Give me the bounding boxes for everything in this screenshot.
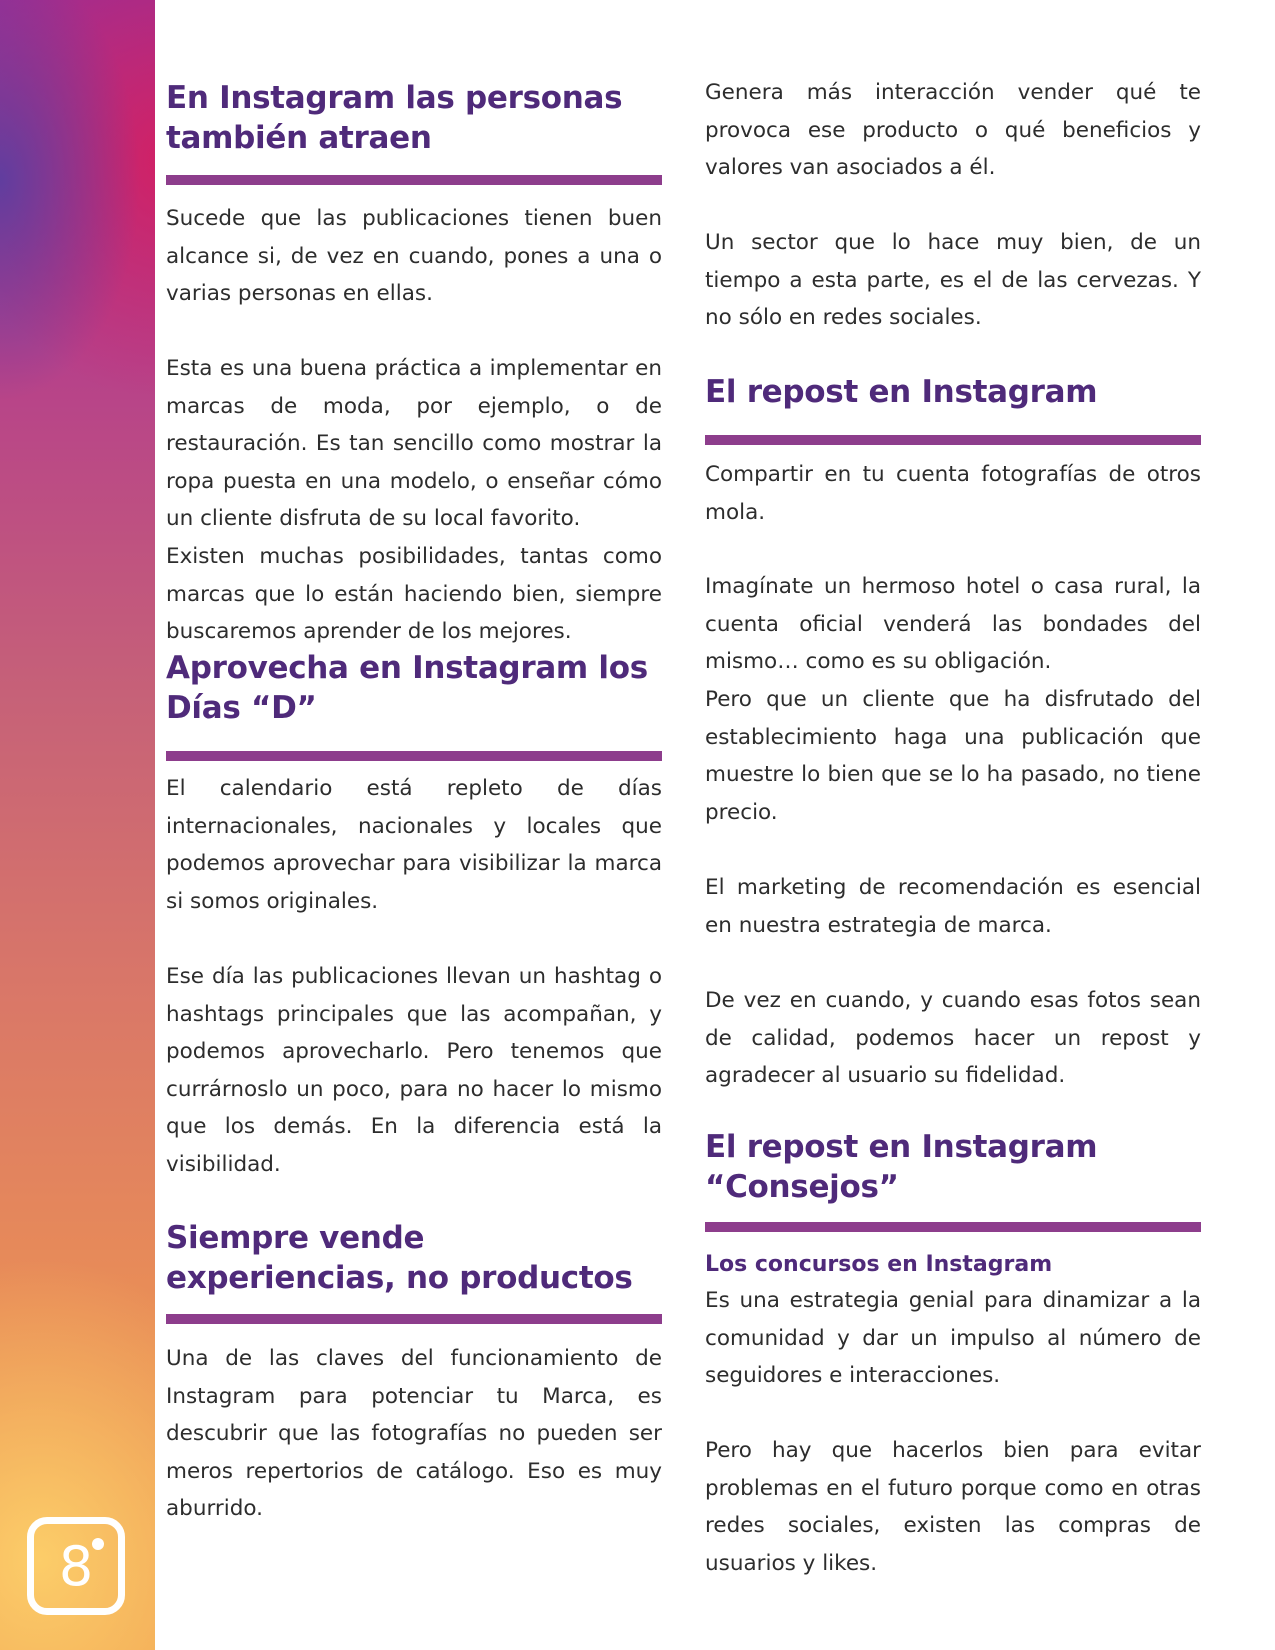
- paragraph: Es una estrategia genial para dinamizar a la comunidad y dar un impulso al número de seguidores e interacciones.: [705, 1288, 1201, 1388]
- paragraph: Esta es una buena práctica a implementar en marcas de moda, por ejemplo, o de restauración. Es tan sencillo como mostrar la ropa puesta en una modelo, o enseñar cómo un cliente disfruta de su local favorito.: [166, 356, 662, 531]
- paragraph: Existen muchas posibilidades, tantas como marcas que lo están haciendo bien, siempre buscaremos aprender de los mejores.: [166, 544, 662, 644]
- paragraph: Imagínate un hermoso hotel o casa rural, la cuenta oficial venderá las bondades del mismo… como es su obligación.: [705, 574, 1201, 674]
- paragraph: Ese día las publicaciones llevan un hashtag o hashtags principales que las acompañan, y podemos aprovecharlo. Pero tenemos que currárnoslo un poco, para no hacer lo mismo que los demás. En la diferencia está la visibilidad.: [166, 964, 662, 1177]
- paragraph: El calendario está repleto de días internacionales, nacionales y locales que podemos aprovechar para visibilizar la marca si somos originales.: [166, 776, 662, 914]
- paragraph: De vez en cuando, y cuando esas fotos sean de calidad, podemos hacer un repost y agradecer al usuario su fidelidad.: [705, 988, 1201, 1088]
- subheading-concursos: Los concursos en Instagram: [705, 1252, 1053, 1277]
- paragraph: Un sector que lo hace muy bien, de un tiempo a esta parte, es el de las cervezas. Y no sólo en redes sociales.: [705, 230, 1201, 330]
- section-divider: [166, 175, 662, 185]
- paragraph: Compartir en tu cuenta fotografías de otros mola.: [705, 462, 1201, 525]
- page-number-badge: [27, 1517, 125, 1615]
- section-divider: [166, 1314, 662, 1324]
- page-number: 8: [58, 1535, 94, 1598]
- paragraph: Genera más interacción vender qué te provoca ese producto o qué beneficios y valores van asociados a él.: [705, 80, 1201, 180]
- paragraph: Pero que un cliente que ha disfrutado del establecimiento haga una publicación que muestre lo bien que se lo ha pasado, no tiene precio.: [705, 687, 1201, 825]
- section-divider: [166, 751, 662, 761]
- paragraph: El marketing de recomendación es esencial en nuestra estrategia de marca.: [705, 875, 1201, 938]
- paragraph: Una de las claves del funcionamiento de Instagram para potenciar tu Marca, es descubrir que las fotografías no pueden ser meros repertorios de catálogo. Eso es muy aburrido.: [166, 1346, 662, 1521]
- section-heading-experiencias: Siempre vende experiencias, no productos: [166, 1220, 633, 1296]
- section-heading-consejos: El repost en Instagram “Consejos”: [705, 1129, 1098, 1205]
- section-heading-personas: En Instagram las personas también atraen: [166, 80, 623, 156]
- section-heading-dias-d: Aprovecha en Instagram los Días “D”: [166, 650, 648, 726]
- section-divider: [705, 435, 1201, 445]
- decorative-gradient-sidebar: [0, 0, 155, 1650]
- section-heading-repost: El repost en Instagram: [705, 374, 1098, 410]
- paragraph: Pero hay que hacerlos bien para evitar problemas en el futuro porque como en otras redes sociales, existen las compras de usuarios y likes.: [705, 1438, 1201, 1576]
- paragraph: Sucede que las publicaciones tienen buen alcance si, de vez en cuando, pones a una o varias personas en ellas.: [166, 206, 662, 306]
- section-divider: [705, 1222, 1201, 1232]
